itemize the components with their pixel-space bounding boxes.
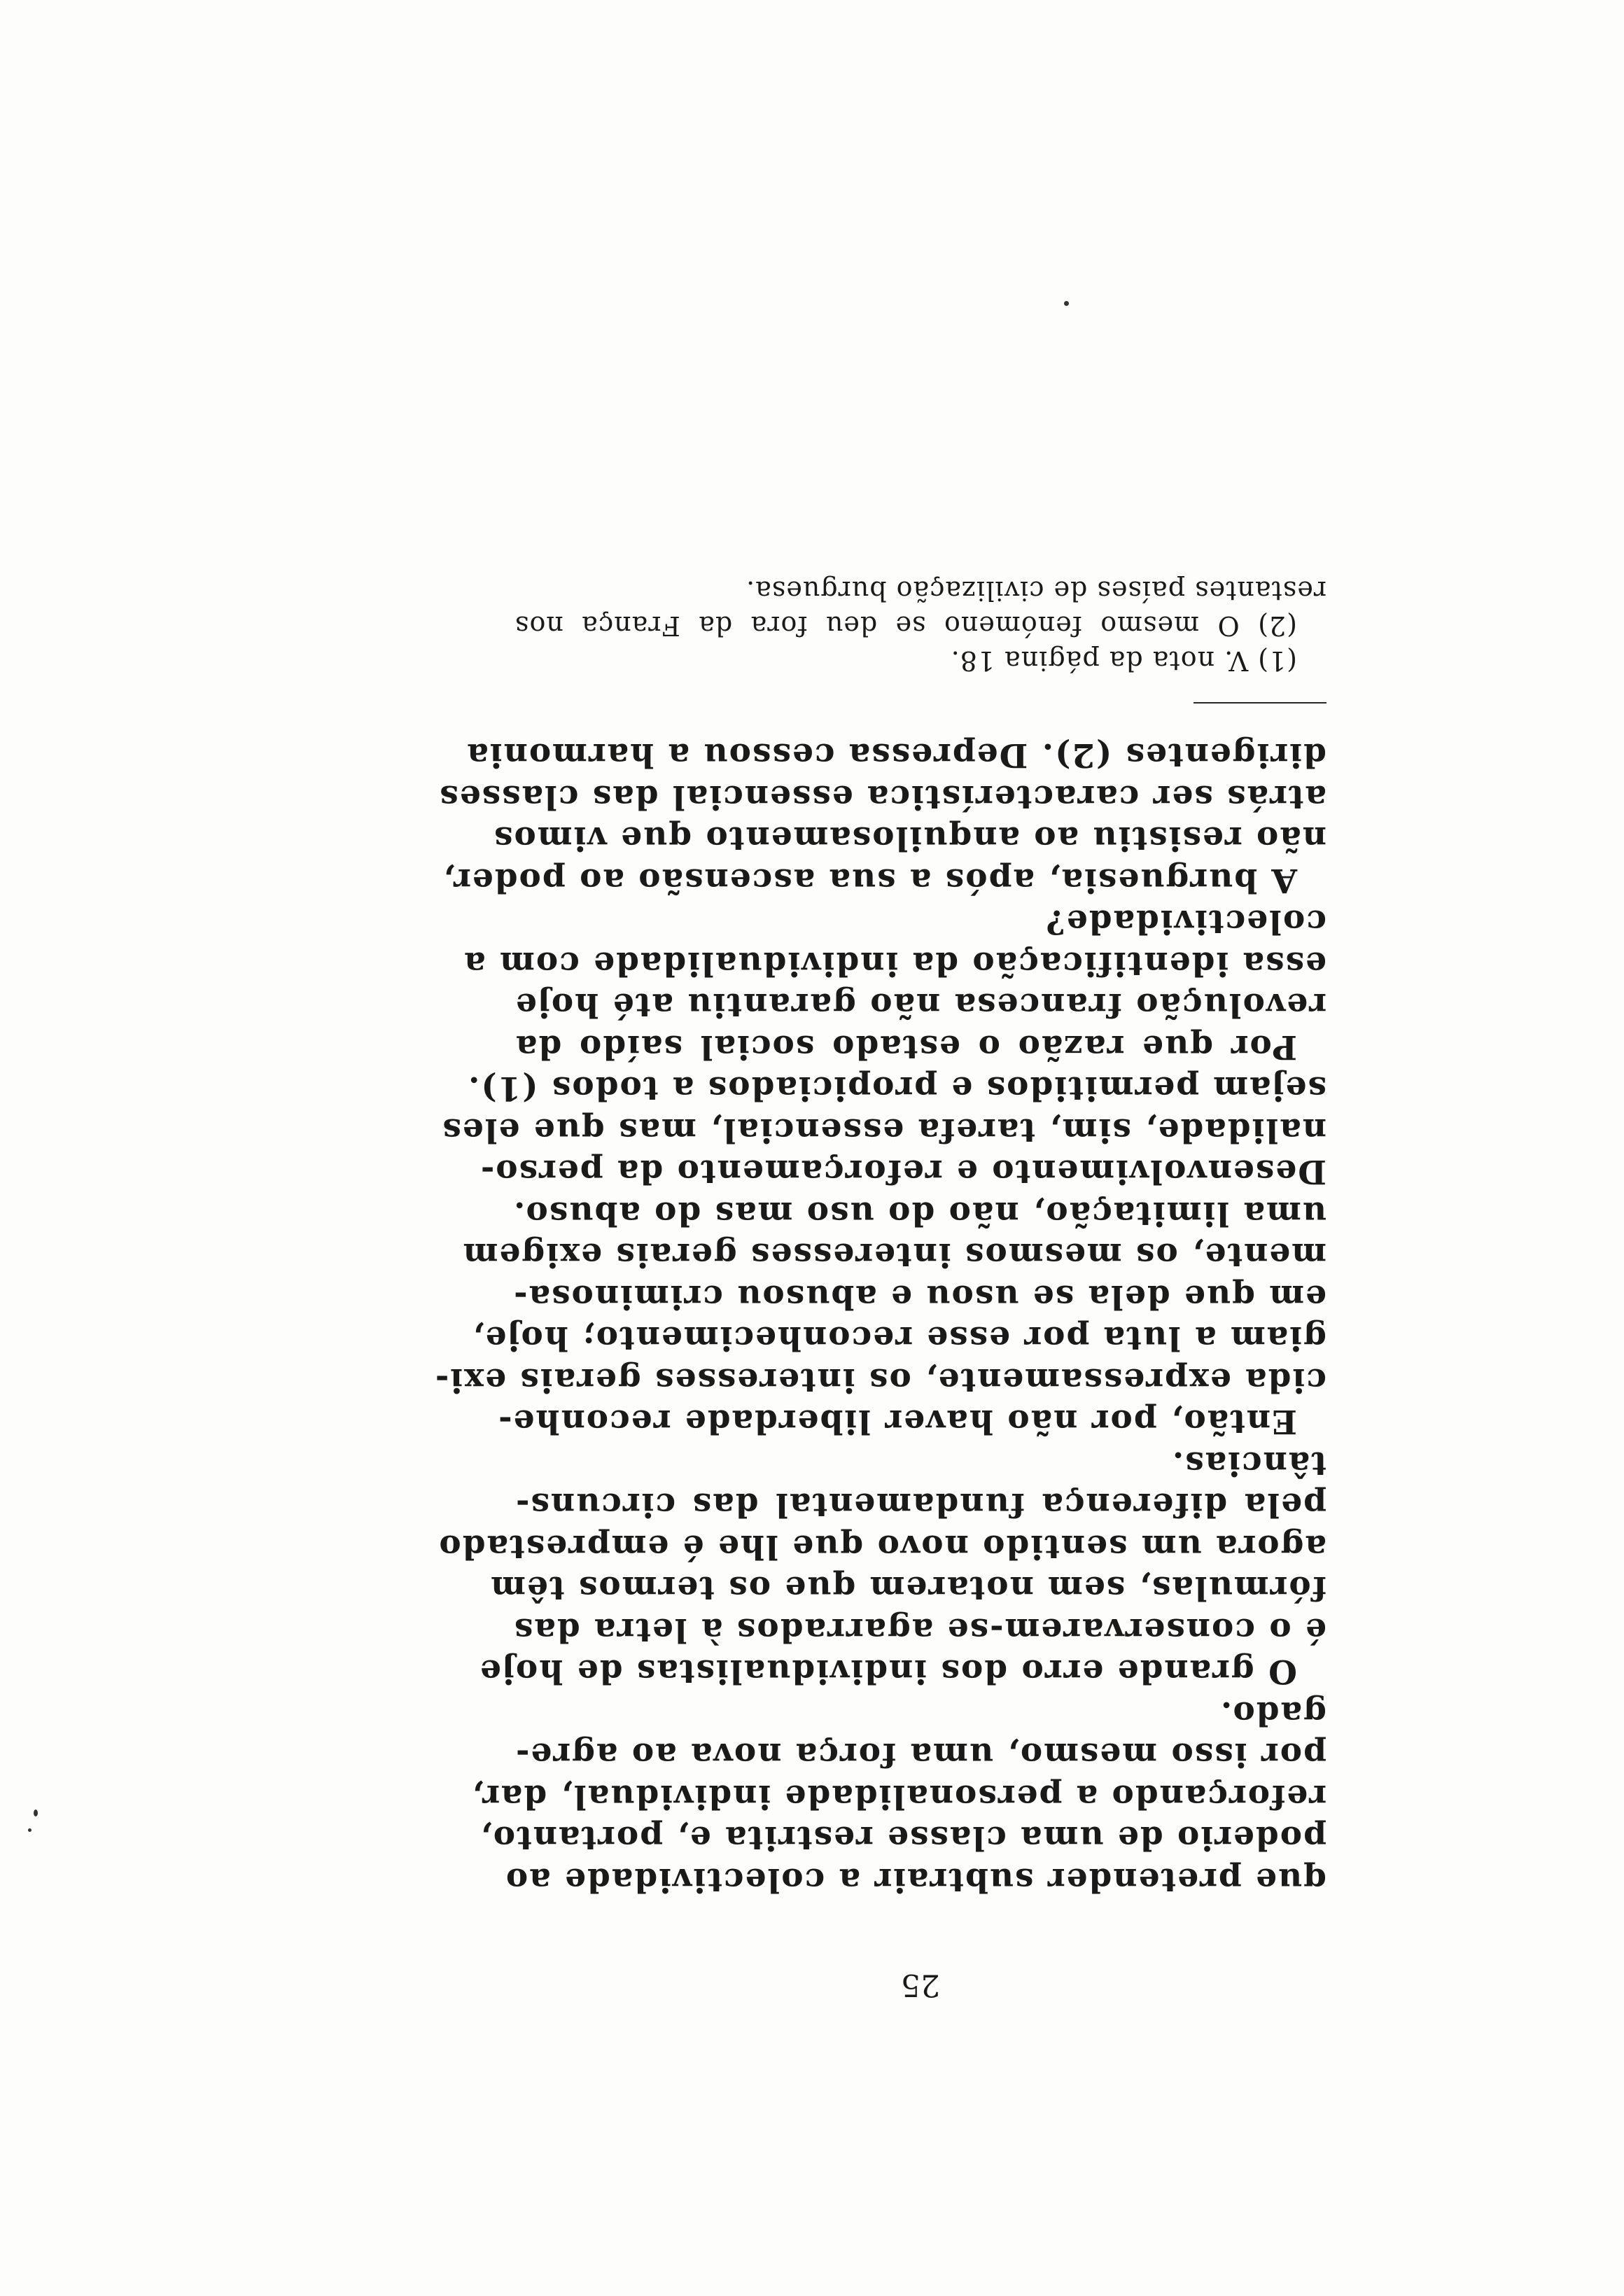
text-line: sejam permitidos e propiciados a todos (1). [467,1069,1326,1108]
text-line: atrás ser característica essencial das classes [438,778,1326,816]
text-line: mente, os mesmos interesses gerais exigem [461,1236,1326,1275]
text-line: não resistiu ao anquilosamento que vimos [493,819,1326,858]
text-line: essa identificação da individualidade com a [463,944,1326,983]
scan-speck [1064,301,1069,306]
text-line: é o conservarem-se agarrados à letra das [512,1611,1326,1649]
text-line: Por que razão o estado social saído da [514,1028,1297,1066]
text-line: em que dela se usou e abusou criminosa- [512,1278,1326,1316]
text-line: uma limitação, não do uso mas do abuso. [512,1194,1326,1233]
text-line: revolução francesa não garantiu até hoje [514,986,1326,1025]
text-line: reforçando a personalidade individual, dar, [470,1777,1326,1816]
text-line: poderio de uma classe restrita e, portanto, [479,1819,1326,1858]
body-text [433,734,1326,1900]
text-line: dirigentes (2). Depressa cessou a harmonia [465,736,1326,775]
text-line: agora um sentido novo que lhe é emprestado [438,1527,1326,1566]
page-number: 25 [901,1967,940,2003]
text-line: cida expressamente, os interesses gerais exi- [433,1361,1326,1399]
footnote-separator [1194,702,1326,704]
scan-speck [28,1828,31,1832]
text-line: giam a luta por esse reconhecimento; hoje, [471,1319,1326,1358]
text-line: nalidade, sim, tarefa essencial, mas que eles [441,1111,1326,1149]
text-line: O grande erro dos individualistas de hoje [479,1652,1297,1691]
scan-speck [34,1809,38,1816]
text-line: Então, por não haver liberdade reconhe- [497,1402,1297,1441]
text-line: que pretender subtrair a colectividade ao [504,1861,1326,1899]
text-line: por isso mesmo, uma força nova ao agre- [514,1735,1326,1774]
page-text-block [433,354,1326,2005]
footnote-line: (1) V. nota da página 18. [950,645,1297,676]
text-line: colectividade? [1044,902,1326,941]
text-line: gado. [1219,1694,1326,1732]
text-line: A burguesia, após a sua ascensão ao poder, [442,861,1297,899]
text-line: pela diferença fundamental das circuns- [514,1485,1326,1525]
text-line: tâncias. [1170,1444,1326,1483]
text-line: fórmulas, sem notarem que os termos têm [489,1569,1326,1608]
footnotes [514,573,1326,678]
footnote-line: restantes países de civilização burguesa. [746,575,1326,606]
footnote-line: (2) O mesmo fenómeno se deu fora da França nos [514,610,1297,641]
text-line: Desenvolvimento e reforçamento da perso- [479,1152,1326,1191]
